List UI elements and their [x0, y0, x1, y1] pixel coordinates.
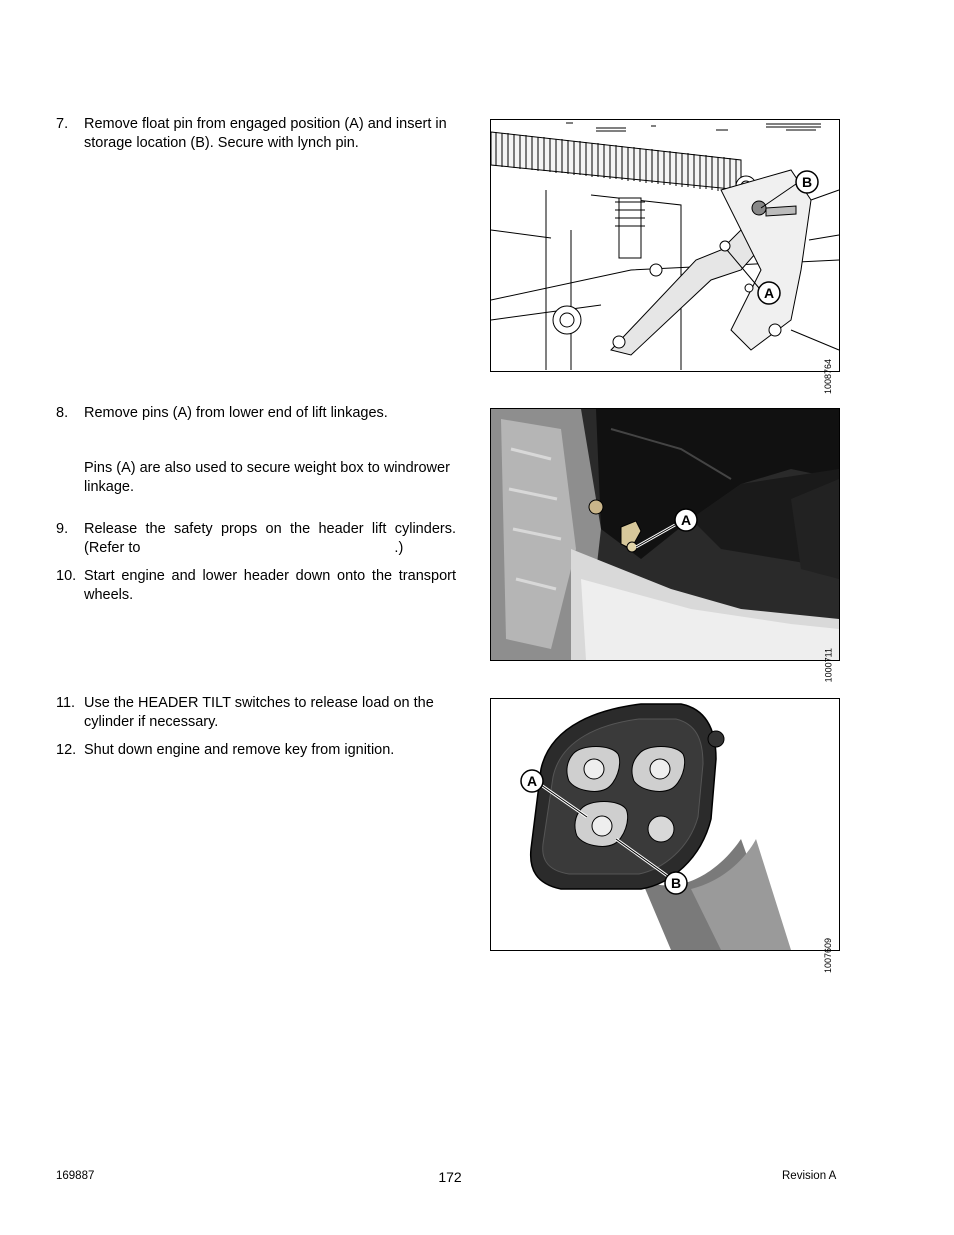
svg-text:B: B [801, 174, 813, 190]
page-number: 172 [438, 1169, 462, 1185]
step-number: 9. [56, 521, 69, 537]
step-8 [56, 404, 456, 423]
svg-text:B: B [670, 875, 682, 891]
callout-b [796, 171, 818, 193]
callout-a [675, 509, 697, 531]
callout-a [521, 770, 543, 792]
step-number: 8. [56, 405, 69, 421]
step-text-end: .) [394, 540, 404, 556]
step-7 [56, 115, 456, 153]
joystick-illustration [491, 699, 839, 950]
document-number: 169887 [56, 1170, 95, 1182]
figure-number: 1007609 [823, 938, 833, 974]
note-text: Pins (A) are also used to secure weight box to windrower linkage. [84, 460, 450, 495]
step-number: 7. [56, 116, 69, 132]
lift-linkage-photo [491, 409, 839, 660]
float-pin-illustration [491, 120, 839, 371]
step-text: Remove pins (A) from lower end of lift linkages. [84, 405, 388, 421]
step-text: Start engine and lower header down onto the transport wheels. [84, 568, 456, 603]
figure-number: 1000711 [823, 648, 833, 683]
step-number: 11. [56, 695, 76, 711]
step-text: Use the HEADER TILT switches to release load on the cylinder if necessary. [84, 695, 434, 730]
step-text: Remove float pin from engaged position (A) and insert in storage location (B). Secure with lynch pin. [84, 116, 447, 151]
step-number: 10. [56, 568, 77, 584]
callout-a [758, 282, 780, 304]
revision-label: Revision A [782, 1170, 837, 1182]
figure-header-tilt-switches [490, 698, 840, 974]
step-9 [56, 520, 456, 558]
svg-text:A: A [680, 512, 692, 528]
figure-lift-linkage-pins [490, 408, 840, 683]
figure-float-pin [490, 119, 840, 395]
step-number: 12. [56, 742, 77, 758]
step-11 [56, 694, 456, 732]
callout-b [665, 872, 687, 894]
step-12 [56, 741, 456, 760]
figure-number: 1008764 [823, 359, 833, 395]
svg-text:A: A [526, 773, 538, 789]
svg-text:A: A [763, 285, 775, 301]
step-text: Shut down engine and remove key from ignition. [84, 742, 395, 758]
step-text: Release the safety props on the header lift cylinders. (Refer to [84, 521, 456, 556]
step-10 [56, 567, 456, 605]
